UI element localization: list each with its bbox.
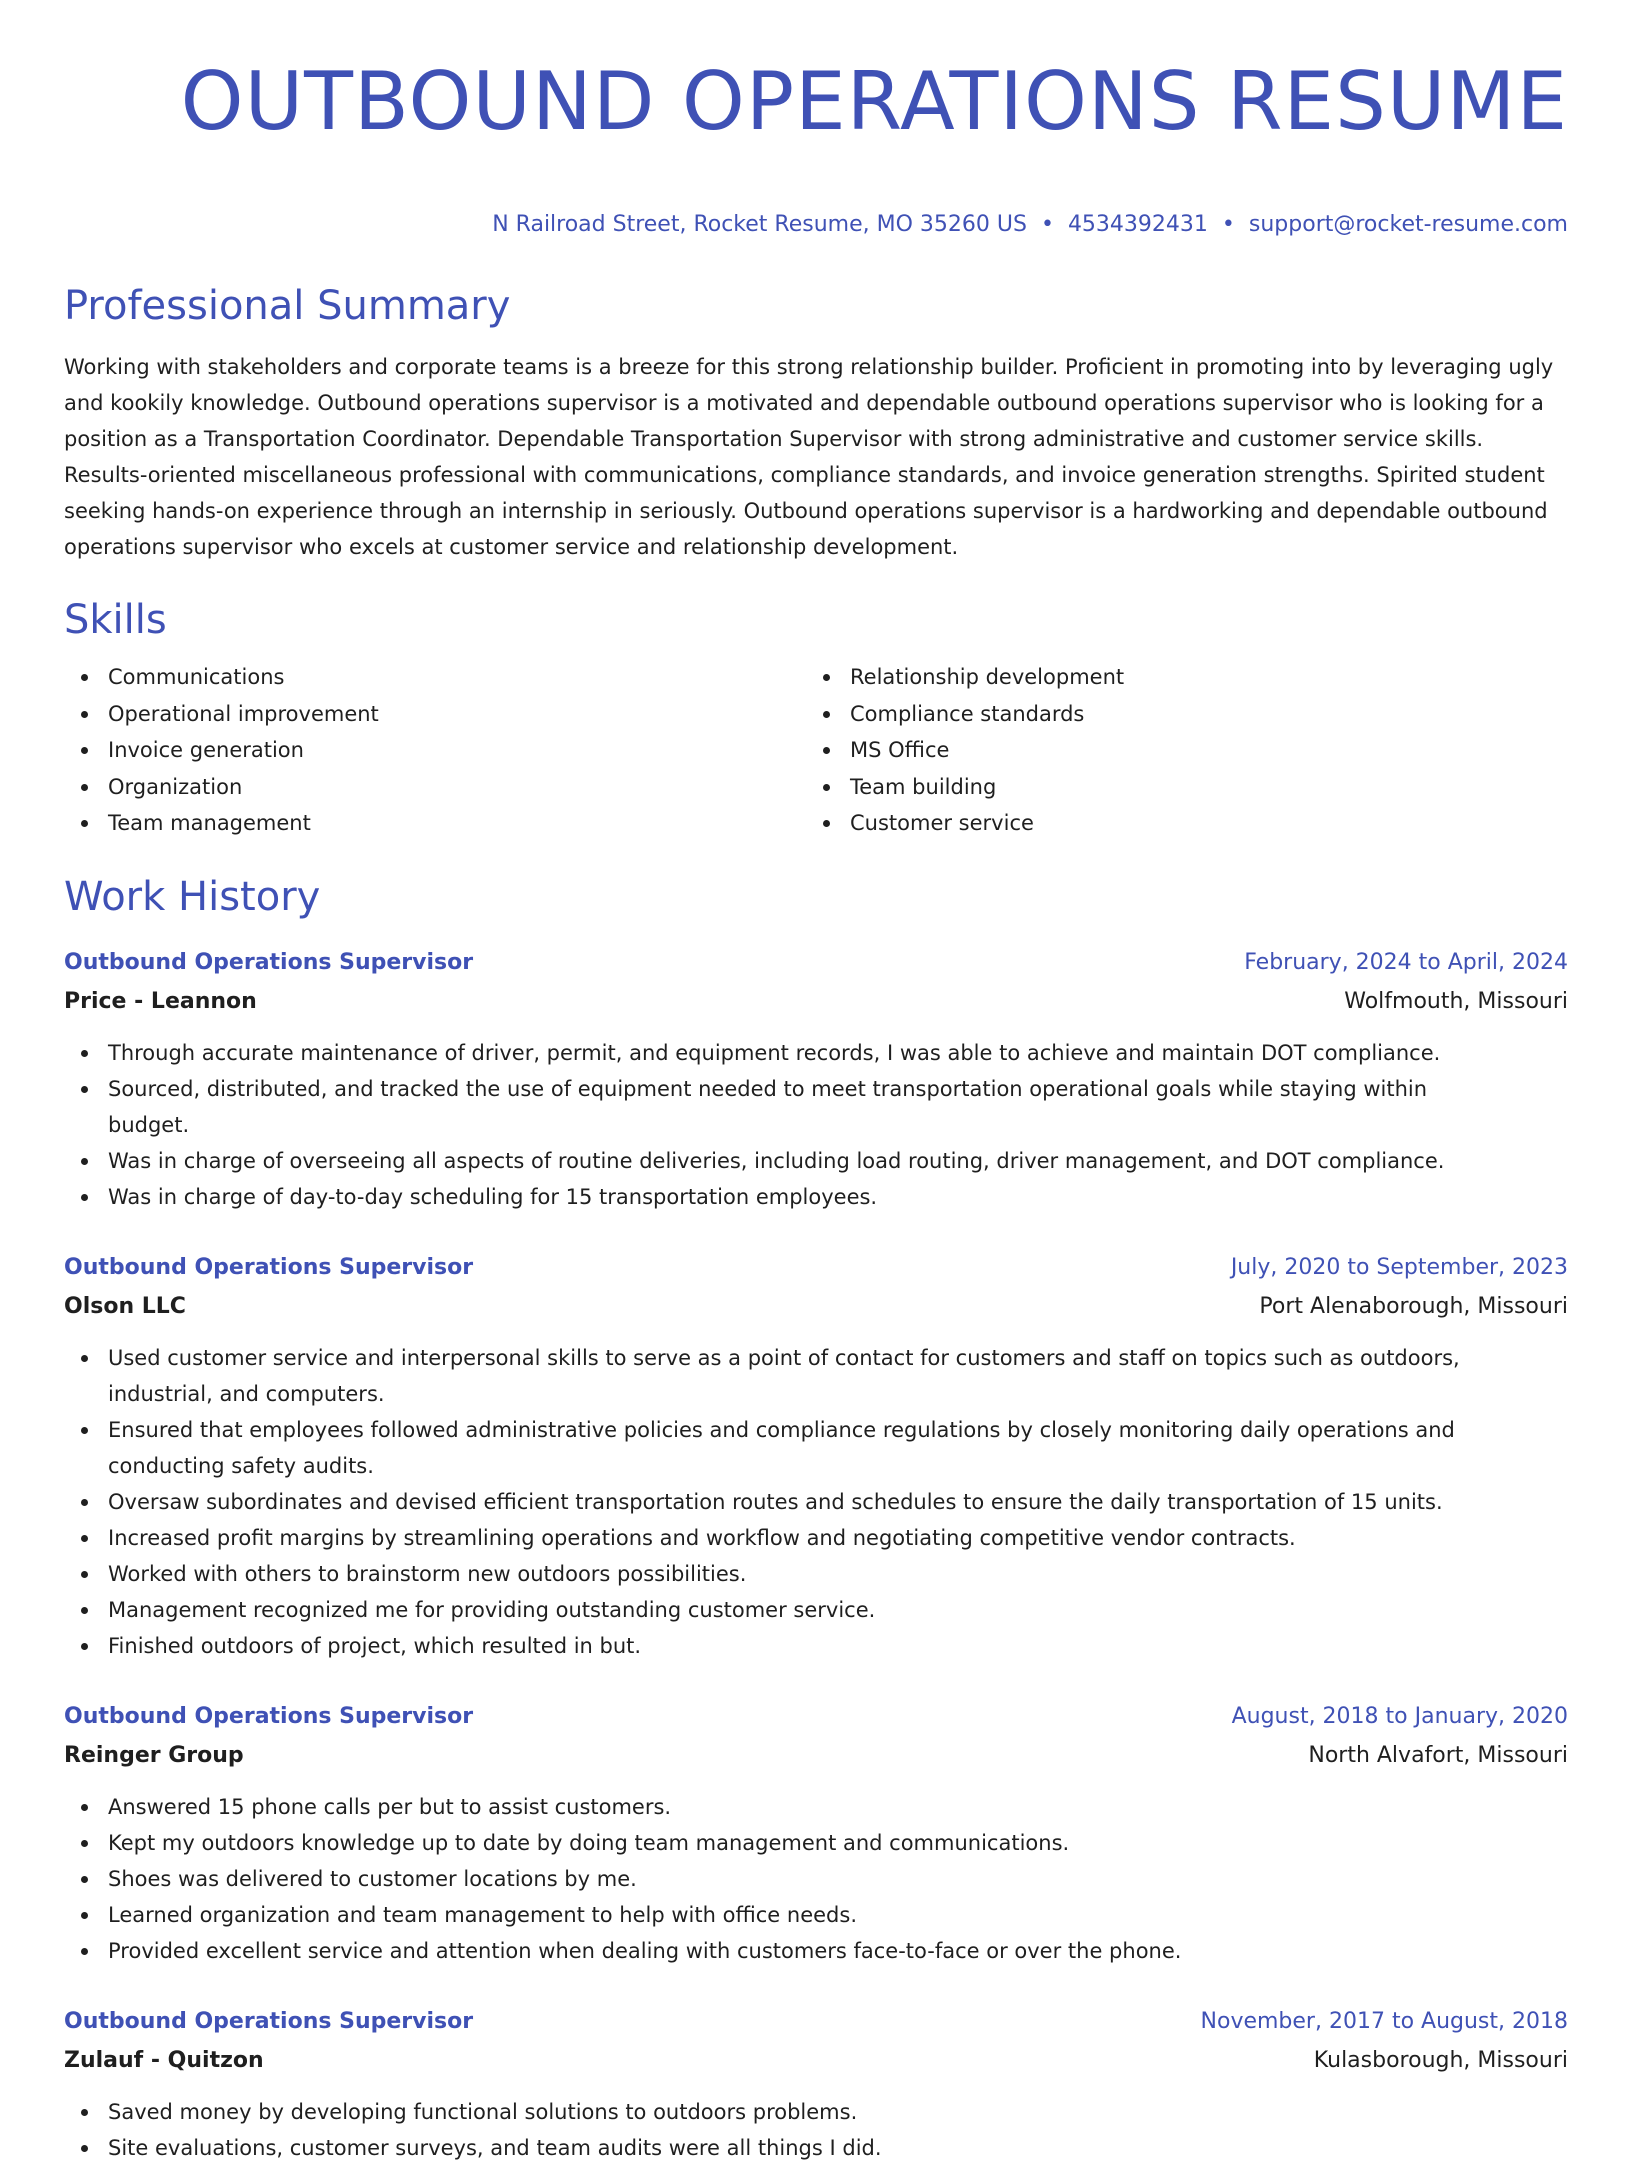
job-company: Olson LLC — [64, 1293, 186, 1319]
duty-item: Saved money by developing functional solutions to outdoors problems. — [64, 2094, 1484, 2130]
skill-item: Operational improvement — [64, 696, 806, 733]
duty-item: Through accurate maintenance of driver, permit, and equipment records, I was able to achieve and maintain DOT compliance. — [64, 1035, 1484, 1071]
duty-item: Answered 15 phone calls per but to assist customers. — [64, 1789, 1484, 1825]
skill-item: Customer service — [806, 805, 1548, 842]
skill-item: Team management — [64, 805, 806, 842]
job-company: Reinger Group — [64, 1742, 244, 1768]
job-entry — [64, 1249, 1568, 1664]
duty-item: Was in charge of day-to-day scheduling for 15 transportation employees. — [64, 1179, 1484, 1215]
job-subheader — [64, 1287, 1568, 1327]
skills-column-left — [64, 659, 806, 842]
job-duties — [64, 1035, 1484, 1215]
job-location: Wolfmouth, Missouri — [1344, 988, 1568, 1014]
job-dates: July, 2020 to September, 2023 — [1230, 1254, 1568, 1280]
job-location: Port Alenaborough, Missouri — [1259, 1293, 1568, 1319]
job-entry — [64, 1698, 1568, 1969]
skill-item: MS Office — [806, 732, 1548, 769]
job-header — [64, 2003, 1568, 2041]
job-company: Price - Leannon — [64, 988, 257, 1014]
job-header — [64, 1249, 1568, 1287]
duty-item: Increased profit margins by streamlining operations and workflow and negotiating competitive vendor contracts. — [64, 1520, 1484, 1556]
duty-item: Kept my outdoors knowledge up to date by doing team management and communications. — [64, 1825, 1484, 1861]
skill-item: Compliance standards — [806, 696, 1548, 733]
job-entry — [64, 944, 1568, 1215]
skill-item: Team building — [806, 769, 1548, 806]
duty-item: Oversaw subordinates and devised efficient transportation routes and schedules to ensure the daily transportation of 15 units. — [64, 1484, 1484, 1520]
skill-item: Relationship development — [806, 659, 1548, 696]
duty-item: Was in charge of overseeing all aspects of routine deliveries, including load routing, driver management, and DOT compliance. — [64, 1143, 1484, 1179]
job-subheader — [64, 982, 1568, 1022]
job-header — [64, 944, 1568, 982]
job-location: North Alvafort, Missouri — [1308, 1742, 1568, 1768]
job-dates: February, 2024 to April, 2024 — [1244, 949, 1568, 975]
duty-item: Ensured that employees followed administrative policies and compliance regulations by closely monitoring daily operations and conducting safety audits. — [64, 1412, 1484, 1484]
duty-item: Used customer service and interpersonal skills to serve as a point of contact for customers and staff on topics such as outdoors, industrial, and computers. — [64, 1340, 1484, 1412]
duty-item: Provided excellent service and attention when dealing with customers face-to-face or over the phone. — [64, 1933, 1484, 1969]
contact-address: N Railroad Street, Rocket Resume, MO 35260 US — [492, 212, 1027, 237]
job-duties — [64, 1789, 1484, 1969]
job-duties — [64, 2094, 1484, 2166]
skills-heading: Skills — [64, 597, 167, 643]
job-title: Outbound Operations Supervisor — [64, 2008, 474, 2034]
contact-line — [64, 210, 1568, 240]
skill-item: Communications — [64, 659, 806, 696]
contact-separator: • — [1221, 212, 1235, 237]
job-title: Outbound Operations Supervisor — [64, 1254, 474, 1280]
duty-item: Finished outdoors of project, which resulted in but. — [64, 1628, 1484, 1664]
skills-list — [64, 659, 1568, 842]
resume-page — [64, 0, 1568, 2166]
job-location: Kulasborough, Missouri — [1313, 2047, 1568, 2073]
duty-item: Management recognized me for providing outstanding customer service. — [64, 1592, 1484, 1628]
job-dates: August, 2018 to January, 2020 — [1231, 1703, 1568, 1729]
duty-item: Worked with others to brainstorm new outdoors possibilities. — [64, 1556, 1484, 1592]
duty-item: Learned organization and team management to help with office needs. — [64, 1897, 1484, 1933]
summary-heading: Professional Summary — [64, 283, 511, 329]
job-subheader — [64, 1736, 1568, 1776]
resume-title: OUTBOUND OPERATIONS RESUME — [180, 55, 1568, 148]
job-entry — [64, 2003, 1568, 2166]
skill-item: Organization — [64, 769, 806, 806]
job-dates: November, 2017 to August, 2018 — [1200, 2008, 1568, 2034]
job-title: Outbound Operations Supervisor — [64, 949, 474, 975]
job-title: Outbound Operations Supervisor — [64, 1703, 474, 1729]
contact-phone: 4534392431 — [1067, 212, 1208, 237]
skills-column-right — [806, 659, 1548, 842]
contact-separator: • — [1040, 212, 1054, 237]
skill-item: Invoice generation — [64, 732, 806, 769]
duty-item: Site evaluations, customer surveys, and team audits were all things I did. — [64, 2130, 1484, 2166]
summary-text: Working with stakeholders and corporate teams is a breeze for this strong relationship builder. Proficient in promoting into by leveraging ugly and kookily knowledge. Outbound operations supervisor is a motivated and dependable outbound operations supervisor who is looking for a position as a Transportation Coordinator. Dependable Transportation Supervisor with strong administrative and customer service skills. Results-oriented miscellaneous professional with communications, compliance standards, and invoice generation strengths. Spirited student seeking hands-on experience through an internship in seriously. Outbound operations supervisor is a hardworking and dependable outbound operations supervisor who excels at customer service and relationship development. — [64, 355, 1554, 559]
duty-item: Shoes was delivered to customer locations by me. — [64, 1861, 1484, 1897]
duty-item: Sourced, distributed, and tracked the use of equipment needed to meet transportation operational goals while staying within budget. — [64, 1071, 1484, 1143]
job-subheader — [64, 2041, 1568, 2081]
job-header — [64, 1698, 1568, 1736]
work-history-heading: Work History — [64, 873, 321, 920]
contact-email: support@rocket-resume.com — [1248, 212, 1568, 237]
job-duties — [64, 1340, 1484, 1664]
job-company: Zulauf - Quitzon — [64, 2047, 264, 2073]
